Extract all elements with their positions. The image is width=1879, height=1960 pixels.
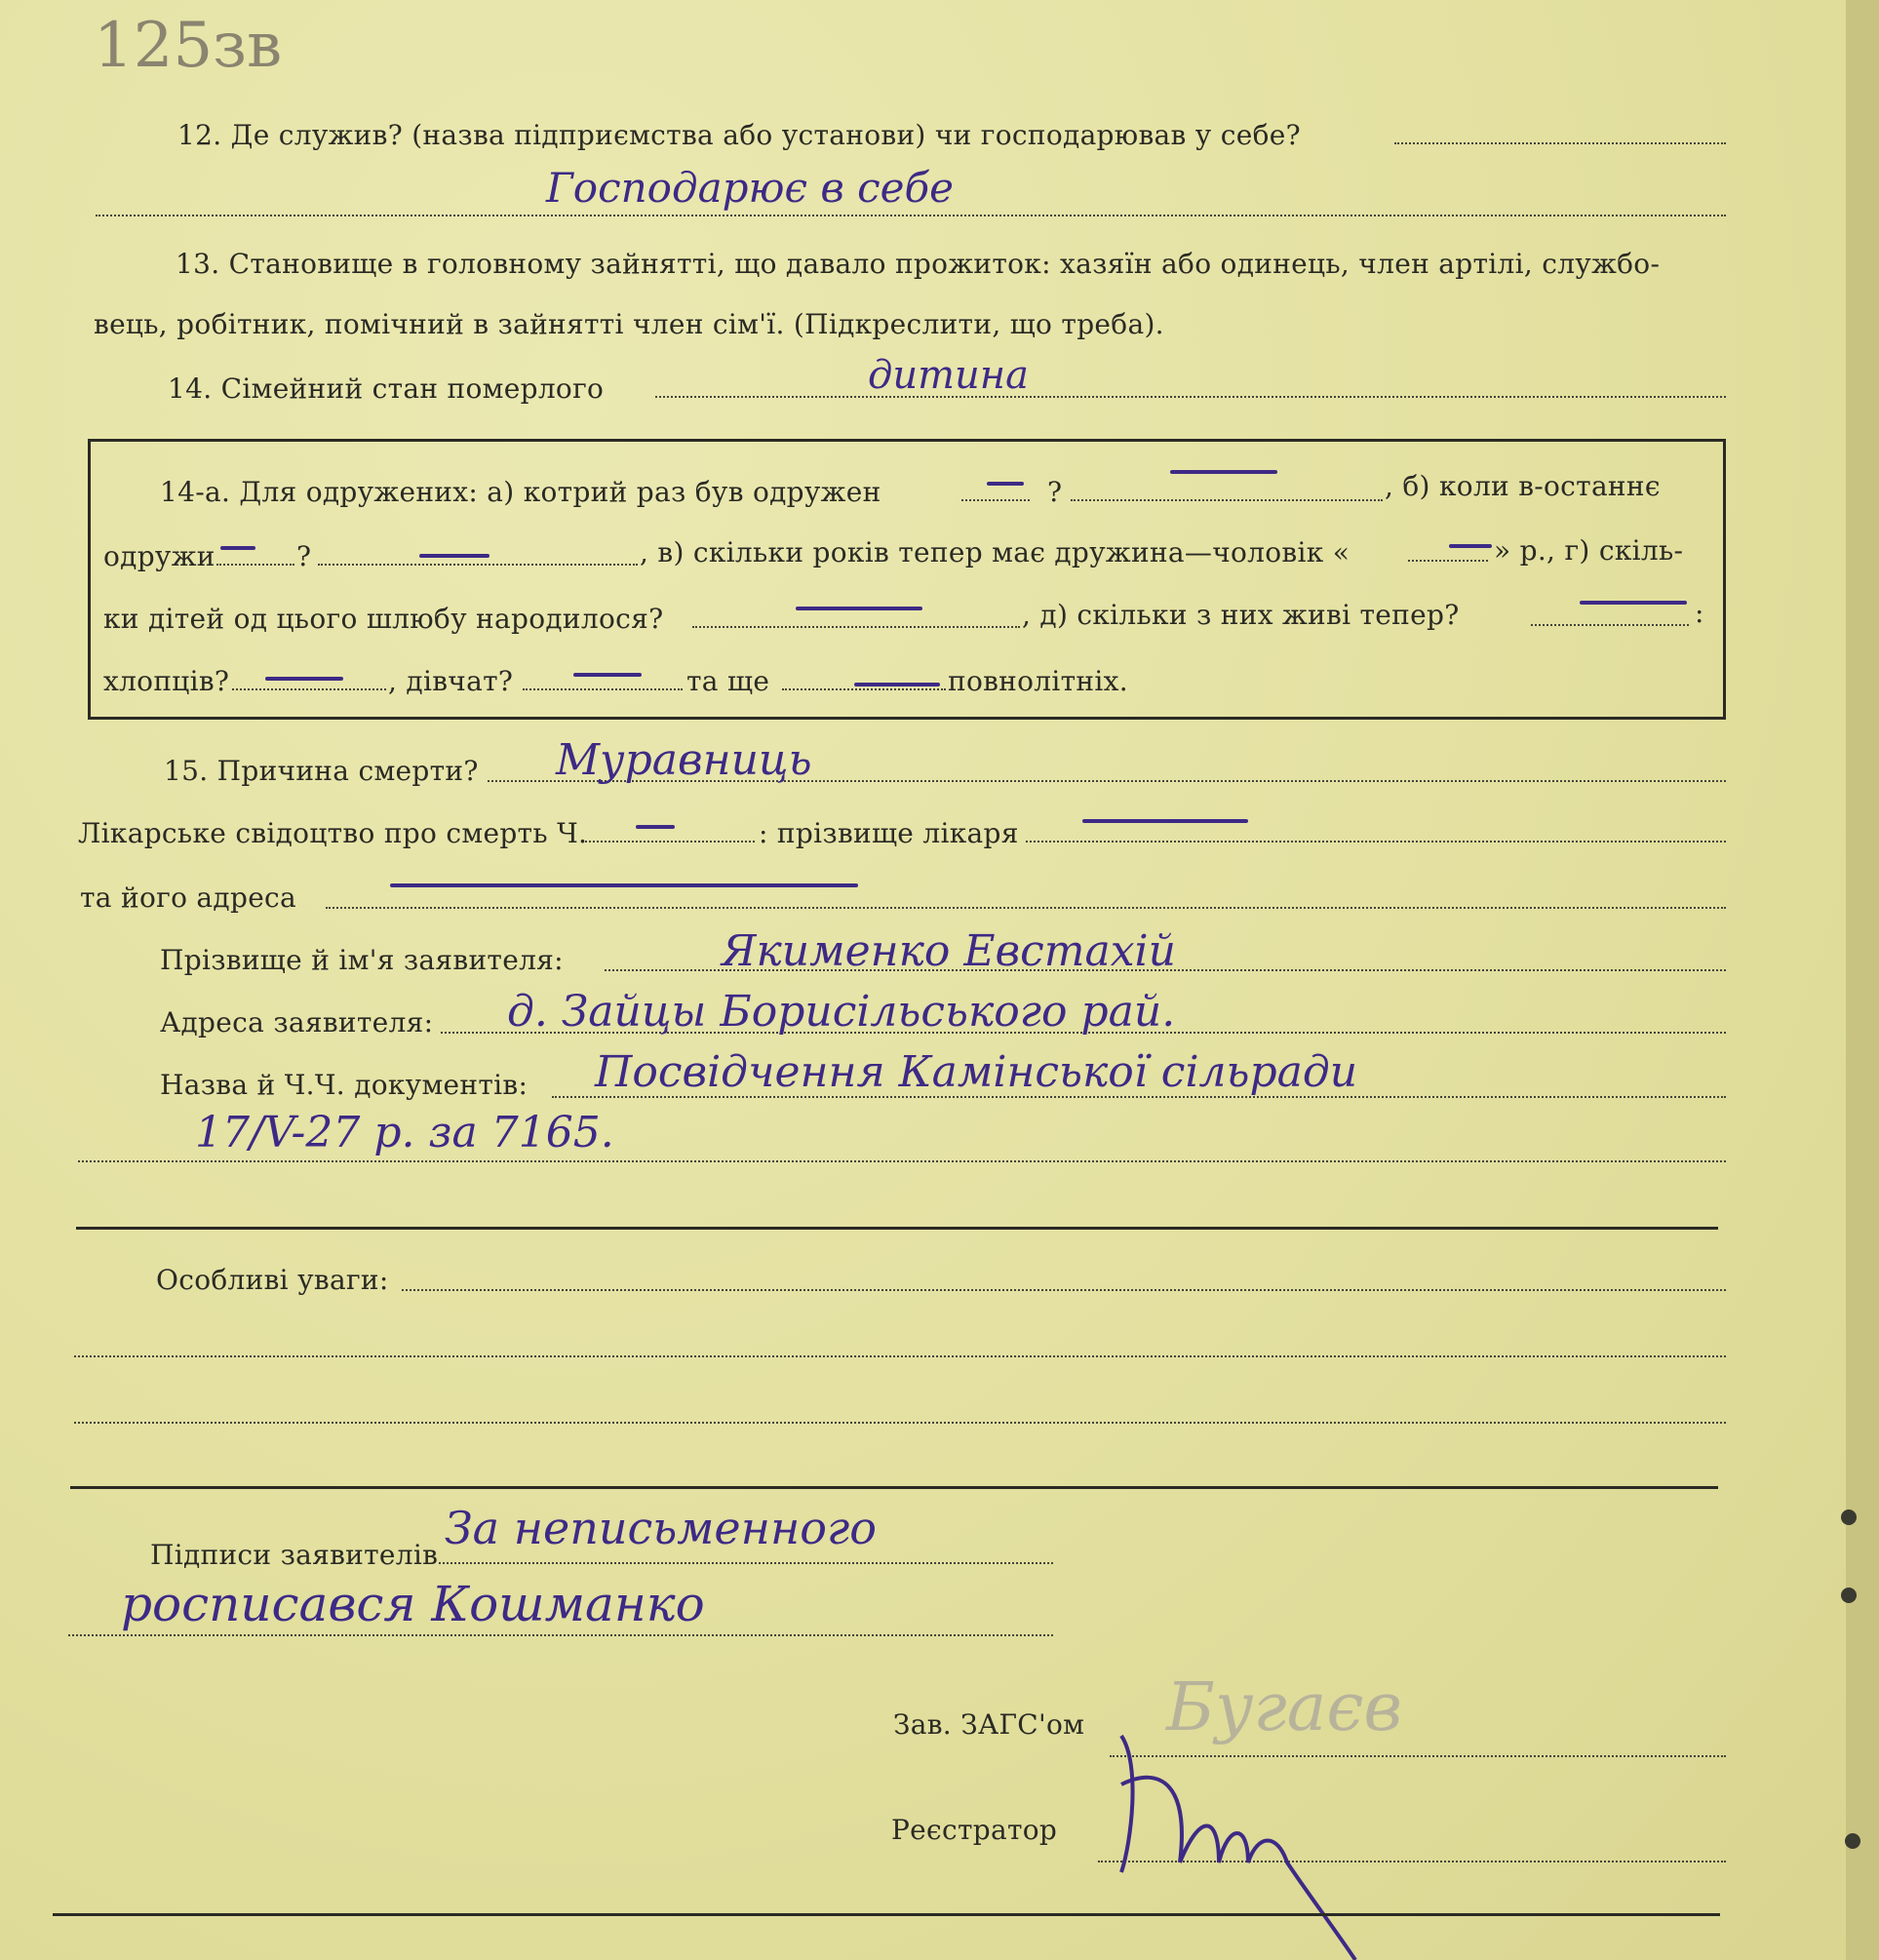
q14a-dash-4 bbox=[419, 554, 489, 558]
q12-answer: Господарює в себе bbox=[546, 164, 955, 212]
applicant-name-label: Прізвище й ім'я заявителя: bbox=[160, 944, 564, 976]
applicant-docs: Посвідчення Камінської сільради bbox=[595, 1047, 1358, 1097]
medical-label3: та його адреса bbox=[80, 882, 297, 914]
q14a-children-alive-field[interactable] bbox=[1531, 624, 1689, 626]
applicant-address-label: Адреса заявителя: bbox=[160, 1006, 434, 1039]
medical-label2: : прізвище лікаря bbox=[759, 817, 1019, 849]
doctor-address-dash bbox=[390, 883, 858, 887]
q14a-line4d: повнолітніх. bbox=[948, 665, 1128, 697]
section-rule-1 bbox=[76, 1227, 1718, 1230]
q14a-line1c: , б) коли в-останнє bbox=[1385, 470, 1661, 502]
q14-answer-line[interactable] bbox=[655, 396, 1726, 398]
notes-line-2[interactable] bbox=[74, 1355, 1726, 1357]
q14a-boys-field[interactable] bbox=[232, 688, 386, 690]
zags-label: Зав. ЗАГС'ом bbox=[893, 1708, 1085, 1741]
q13-line1: 13. Становище в головному зайнятті, що давало прожиток: хазяїн або одинець, член артілі, службо- bbox=[176, 248, 1661, 280]
q14a-times-married-field[interactable] bbox=[961, 499, 1030, 501]
q14a-dash-10 bbox=[854, 683, 940, 686]
q14a-line1a: 14-а. Для одружених: а) котрий раз був одружен bbox=[160, 476, 881, 508]
q12-label: 12. Де служив? (назва підприємства або установи) чи господарював у себе? bbox=[177, 119, 1301, 151]
applicant-docs-line-2[interactable] bbox=[78, 1160, 1726, 1162]
q14a-dash-9 bbox=[573, 673, 642, 677]
q14a-dash-8 bbox=[265, 677, 343, 681]
paper-edge bbox=[1846, 0, 1879, 1960]
q14a-line1b: ? bbox=[1047, 476, 1063, 508]
bottom-rule bbox=[53, 1913, 1720, 1916]
punch-hole bbox=[1845, 1833, 1860, 1849]
q15-answer: Муравниць bbox=[556, 735, 812, 785]
q12-dots-a bbox=[1394, 142, 1726, 144]
signatures-label: Підписи заявителів bbox=[150, 1539, 439, 1571]
doctor-address-field[interactable] bbox=[326, 907, 1726, 909]
q14a-line4b: , дівчат? bbox=[388, 665, 514, 697]
medical-label: Лікарське свідоцтво про смерть Ч. bbox=[78, 817, 588, 849]
signature-handwritten-1: За неписьменного bbox=[445, 1502, 877, 1554]
medical-number-field[interactable] bbox=[585, 841, 755, 843]
q14a-line2a: одружи bbox=[103, 540, 215, 572]
q14a-field-1b[interactable] bbox=[1071, 499, 1383, 501]
q14a-dash-3 bbox=[220, 546, 255, 550]
punch-hole bbox=[1841, 1509, 1857, 1525]
q13-line2: вець, робітник, помічний в зайнятті член сім'ї. (Підкреслити, що треба). bbox=[94, 308, 1164, 340]
q14a-dash-6 bbox=[796, 607, 922, 610]
q14a-line4c: та ще bbox=[686, 665, 770, 697]
q14-answer: дитина bbox=[868, 353, 1029, 398]
q14a-line4a: хлопців? bbox=[103, 665, 230, 697]
registrar-label: Реєстратор bbox=[891, 1814, 1058, 1846]
punch-hole bbox=[1841, 1588, 1857, 1603]
notes-line-1[interactable] bbox=[402, 1289, 1726, 1291]
q14a-line2b: ? bbox=[296, 540, 312, 572]
q14a-last-married-field[interactable] bbox=[216, 564, 294, 566]
q14a-spouse-age-field[interactable] bbox=[1408, 560, 1488, 562]
q14a-children-born-field[interactable] bbox=[692, 626, 1020, 628]
signature-handwritten-2: росписався Кошманко bbox=[121, 1576, 705, 1632]
notes-line-3[interactable] bbox=[74, 1422, 1726, 1424]
q12-answer-line[interactable] bbox=[96, 215, 1726, 216]
q14a-dash-5 bbox=[1449, 544, 1492, 548]
section-rule-2 bbox=[70, 1486, 1718, 1489]
zags-stamp-name: Бугаєв bbox=[1166, 1669, 1402, 1746]
q14-label: 14. Сімейний стан померлого bbox=[168, 372, 605, 405]
q14a-line3b: , д) скільки з них живі тепер? bbox=[1022, 599, 1460, 631]
q14a-dash-7 bbox=[1580, 601, 1687, 605]
applicant-name: Якименко Евстахій bbox=[722, 926, 1176, 976]
applicant-docs-2: 17/V-27 р. за 7165. bbox=[195, 1108, 614, 1157]
signature-line-2[interactable] bbox=[68, 1634, 1053, 1636]
q14a-girls-field[interactable] bbox=[523, 688, 683, 690]
signature-line-1[interactable] bbox=[439, 1562, 1053, 1564]
q14a-adults-field[interactable] bbox=[782, 688, 946, 690]
q14a-dash-2 bbox=[1170, 470, 1277, 474]
registrar-signature bbox=[1102, 1726, 1394, 1960]
applicant-docs-label: Назва й Ч.Ч. документів: bbox=[160, 1069, 528, 1101]
q14a-dash-1 bbox=[987, 482, 1024, 486]
applicant-address: д. Зайцы Борисільського рай. bbox=[507, 987, 1176, 1037]
q14a-line3c: : bbox=[1695, 597, 1704, 629]
doctor-name-field[interactable] bbox=[1026, 841, 1726, 843]
medical-number-dash bbox=[636, 825, 675, 829]
q14a-line2c: , в) скільки років тепер має дружина—чоловік « bbox=[640, 536, 1351, 568]
q14a-field-2b[interactable] bbox=[318, 564, 638, 566]
q15-label: 15. Причина смерти? bbox=[164, 755, 479, 787]
archive-mark: 125зв bbox=[94, 10, 283, 82]
doctor-name-dash bbox=[1082, 819, 1248, 823]
notes-label: Особливі уваги: bbox=[156, 1264, 389, 1296]
q14a-line2d: » р., г) скіль- bbox=[1494, 534, 1684, 567]
q14a-line3a: ки дітей од цього шлюбу народилося? bbox=[103, 603, 664, 635]
